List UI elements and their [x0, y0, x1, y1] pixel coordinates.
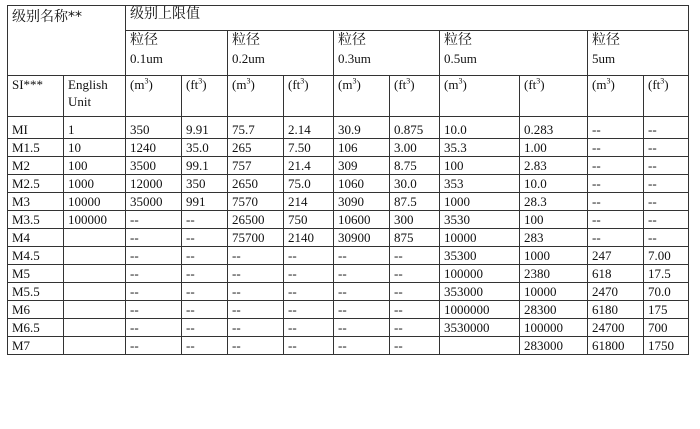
table-row	[8, 265, 689, 283]
limit-value-cell: --	[126, 247, 182, 265]
limit-value-cell: --	[228, 265, 284, 283]
limit-value-cell: --	[390, 283, 440, 301]
unit-symbol: ft	[528, 77, 537, 92]
particle-size-label: 粒径	[338, 32, 366, 48]
limit-value-cell: 3530	[440, 211, 520, 229]
limit-value-cell: 35.0	[182, 139, 228, 157]
limit-value-cell: 350	[126, 117, 182, 139]
limit-value-cell: 214	[284, 193, 334, 211]
limit-value-cell: 309	[334, 157, 390, 175]
si-unit-header: $(m^3)$	[588, 76, 644, 117]
limit-value-cell: 353000	[440, 283, 520, 301]
si-unit-header: $(m^3)$	[228, 76, 284, 117]
class-english-cell: 1000	[64, 175, 126, 193]
limit-value-cell: 28.3	[520, 193, 588, 211]
limit-value-cell: 61800	[588, 337, 644, 355]
limit-value-cell: 1750	[644, 337, 689, 355]
limit-value-cell: --	[228, 247, 284, 265]
limit-value-cell: --	[182, 229, 228, 247]
limit-value-cell: 3090	[334, 193, 390, 211]
limit-value-cell: --	[334, 283, 390, 301]
english-unit-column-header: $(ft^3)$	[644, 76, 689, 117]
limit-value-cell: 7.00	[644, 247, 689, 265]
limit-value-cell: 8.75	[390, 157, 440, 175]
class-si-cell: M4	[8, 229, 64, 247]
table-row	[8, 193, 689, 211]
limit-value-cell: 26500	[228, 211, 284, 229]
limit-value-cell: 75.0	[284, 175, 334, 193]
limit-value-cell: 700	[644, 319, 689, 337]
class-english-cell	[64, 319, 126, 337]
limit-value-cell: --	[182, 265, 228, 283]
limit-value-cell: 1000	[520, 247, 588, 265]
class-si-cell: M6.5	[8, 319, 64, 337]
limit-value-cell: --	[284, 301, 334, 319]
unit-symbol: ft	[398, 77, 407, 92]
limit-value-cell: --	[126, 211, 182, 229]
table-row	[8, 283, 689, 301]
particle-size-label: 粒径	[130, 32, 158, 48]
limit-value-cell: 10600	[334, 211, 390, 229]
limit-value-cell: --	[644, 139, 689, 157]
limit-value-cell: --	[284, 283, 334, 301]
class-si-cell: M6	[8, 301, 64, 319]
class-si-cell: M7	[8, 337, 64, 355]
limit-value-cell: 7.50	[284, 139, 334, 157]
limit-value-cell: --	[588, 157, 644, 175]
limit-value-cell: --	[644, 229, 689, 247]
class-english-cell: 10	[64, 139, 126, 157]
limit-value-cell: --	[588, 211, 644, 229]
limit-value-cell: 2650	[228, 175, 284, 193]
limit-value-cell: 24700	[588, 319, 644, 337]
limit-value-cell: 0.875	[390, 117, 440, 139]
limit-value-cell: --	[390, 337, 440, 355]
limit-value-cell: --	[182, 301, 228, 319]
unit-symbol: ft	[292, 77, 301, 92]
limit-value-cell: 75700	[228, 229, 284, 247]
particle-size-label: 粒径	[232, 32, 260, 48]
limit-value-cell: 35000	[126, 193, 182, 211]
table-row	[8, 229, 689, 247]
class-si-cell: M3.5	[8, 211, 64, 229]
limit-value-cell: 10.0	[520, 175, 588, 193]
english-unit-column-header: $(ft^3)$	[520, 76, 588, 117]
limit-value-cell: 28300	[520, 301, 588, 319]
limit-value-cell: 30.9	[334, 117, 390, 139]
limit-value-cell: 100	[520, 211, 588, 229]
class-english-cell: 100000	[64, 211, 126, 229]
limit-value-cell: 750	[284, 211, 334, 229]
si-unit-header: $(m^3)$	[440, 76, 520, 117]
unit-symbol: m	[448, 77, 459, 92]
limit-value-cell: --	[588, 175, 644, 193]
limit-value-cell: --	[182, 337, 228, 355]
table-row	[8, 211, 689, 229]
limit-value-cell: 70.0	[644, 283, 689, 301]
english-unit-column-header: $(ft^3)$	[182, 76, 228, 117]
limit-value-cell: --	[390, 265, 440, 283]
limit-value-cell: 7570	[228, 193, 284, 211]
limit-value-cell: --	[228, 319, 284, 337]
limit-value-cell: --	[284, 265, 334, 283]
class-si-cell: M2.5	[8, 175, 64, 193]
class-english-cell: 10000	[64, 193, 126, 211]
limit-value-cell: --	[390, 247, 440, 265]
limit-value-cell: 1000	[440, 193, 520, 211]
limit-value-cell: 1240	[126, 139, 182, 157]
limit-value-cell: 10000	[520, 283, 588, 301]
limit-value-cell: --	[334, 247, 390, 265]
limit-value-cell: --	[228, 283, 284, 301]
table-row	[8, 301, 689, 319]
upper-limit-header: 级别上限值	[126, 6, 689, 31]
limit-value-cell: 2140	[284, 229, 334, 247]
limit-value-cell: 875	[390, 229, 440, 247]
particle-size-label: 粒径	[592, 32, 620, 48]
limit-value-cell: 30.0	[390, 175, 440, 193]
limit-value-cell: 283000	[520, 337, 588, 355]
limit-value-cell: 106	[334, 139, 390, 157]
limit-value-cell: --	[334, 319, 390, 337]
limit-value-cell: --	[644, 175, 689, 193]
limit-value-cell: --	[644, 157, 689, 175]
limit-value-cell: --	[588, 117, 644, 139]
limit-value-cell: --	[182, 319, 228, 337]
limit-value-cell: --	[334, 301, 390, 319]
class-si-cell: M1.5	[8, 139, 64, 157]
table-row	[8, 175, 689, 193]
limit-value-cell: 35300	[440, 247, 520, 265]
class-si-cell: MI	[8, 117, 64, 139]
limit-value-cell: 757	[228, 157, 284, 175]
particle-size-value: 0.5um	[444, 51, 477, 66]
limit-value-cell: 247	[588, 247, 644, 265]
limit-value-cell: 12000	[126, 175, 182, 193]
cut-off-footer-text	[8, 418, 668, 429]
english-unit-column-header: $(ft^3)$	[390, 76, 440, 117]
limit-value-cell: --	[588, 193, 644, 211]
limit-value-cell: --	[588, 139, 644, 157]
limit-value-cell: --	[126, 283, 182, 301]
limit-value-cell: --	[588, 229, 644, 247]
limit-value-cell: --	[126, 229, 182, 247]
limit-value-cell: --	[334, 265, 390, 283]
class-english-cell	[64, 247, 126, 265]
limit-value-cell: --	[284, 319, 334, 337]
limit-value-cell: 2.83	[520, 157, 588, 175]
limit-value-cell: 35.3	[440, 139, 520, 157]
limit-value-cell: 350	[182, 175, 228, 193]
limit-value-cell: 100000	[440, 265, 520, 283]
limit-value-cell: --	[644, 193, 689, 211]
unit-symbol: m	[134, 77, 145, 92]
unit-symbol: ft	[190, 77, 199, 92]
limit-value-cell: --	[284, 337, 334, 355]
limit-value-cell: 100	[440, 157, 520, 175]
limit-value-cell: --	[228, 337, 284, 355]
class-si-cell: M5.5	[8, 283, 64, 301]
unit-symbol: m	[342, 77, 353, 92]
particle-size-value: 0.1um	[130, 51, 163, 66]
limit-value-cell: 21.4	[284, 157, 334, 175]
class-english-cell	[64, 301, 126, 319]
class-english-cell: 100	[64, 157, 126, 175]
limit-value-cell: 30900	[334, 229, 390, 247]
particle-size-header	[334, 31, 440, 76]
limit-value-cell: 99.1	[182, 157, 228, 175]
particle-size-header	[228, 31, 334, 76]
limit-value-cell: --	[644, 117, 689, 139]
particle-size-value: 0.3um	[338, 51, 371, 66]
limit-value-cell: --	[126, 319, 182, 337]
limit-value-cell: 300	[390, 211, 440, 229]
limit-value-cell: 1.00	[520, 139, 588, 157]
limit-value-cell: 3530000	[440, 319, 520, 337]
particle-size-header	[440, 31, 588, 76]
class-si-cell: M2	[8, 157, 64, 175]
class-english-cell: 1	[64, 117, 126, 139]
limit-value-cell: 991	[182, 193, 228, 211]
limit-value-cell: 1000000	[440, 301, 520, 319]
table-row	[8, 337, 689, 355]
english-unit-column-header: $(ft^3)$	[284, 76, 334, 117]
limit-value-cell: 75.7	[228, 117, 284, 139]
unit-symbol: m	[236, 77, 247, 92]
unit-symbol: m	[596, 77, 607, 92]
limit-value-cell: --	[182, 283, 228, 301]
limit-value-cell: 3.00	[390, 139, 440, 157]
limit-value-cell: 175	[644, 301, 689, 319]
si-header: SI***	[8, 76, 64, 117]
table-row	[8, 319, 689, 337]
class-si-cell: M5	[8, 265, 64, 283]
limit-value-cell: 10000	[440, 229, 520, 247]
limit-value-cell: 2.14	[284, 117, 334, 139]
limit-value-cell: --	[126, 301, 182, 319]
class-english-cell	[64, 229, 126, 247]
class-english-cell	[64, 265, 126, 283]
limit-value-cell: 87.5	[390, 193, 440, 211]
limit-value-cell: 6180	[588, 301, 644, 319]
table-row	[8, 117, 689, 139]
limit-value-cell: --	[182, 247, 228, 265]
class-si-cell: M3	[8, 193, 64, 211]
limit-value-cell: 353	[440, 175, 520, 193]
class-si-cell: M4.5	[8, 247, 64, 265]
limit-value-cell: --	[644, 211, 689, 229]
limit-value-cell: --	[390, 319, 440, 337]
limit-value-cell: --	[126, 265, 182, 283]
table-row	[8, 157, 689, 175]
limit-value-cell: 9.91	[182, 117, 228, 139]
limit-value-cell: 1060	[334, 175, 390, 193]
unit-symbol: ft	[652, 77, 661, 92]
limit-value-cell: --	[334, 337, 390, 355]
particle-size-value: 5um	[592, 51, 616, 66]
class-english-cell	[64, 283, 126, 301]
limit-value-cell: 10.0	[440, 117, 520, 139]
limit-value-cell: --	[182, 211, 228, 229]
limit-value-cell: --	[390, 301, 440, 319]
limit-value-cell: 618	[588, 265, 644, 283]
class-english-cell	[64, 337, 126, 355]
cleanroom-class-limits-table	[7, 5, 689, 355]
limit-value-cell: 283	[520, 229, 588, 247]
table-row	[8, 247, 689, 265]
si-unit-header: $(m^3)$	[126, 76, 182, 117]
si-unit-header: $(m^3)$	[334, 76, 390, 117]
limit-value-cell: 0.283	[520, 117, 588, 139]
particle-size-header	[588, 31, 689, 76]
limit-value-cell: 100000	[520, 319, 588, 337]
limit-value-cell: 2470	[588, 283, 644, 301]
english-unit-header: English Unit	[64, 76, 126, 117]
particle-size-header	[126, 31, 228, 76]
limit-value-cell: 2380	[520, 265, 588, 283]
limit-value-cell: 265	[228, 139, 284, 157]
class-name-header: 级别名称**	[8, 6, 126, 76]
limit-value-cell: 3500	[126, 157, 182, 175]
particle-size-value: 0.2um	[232, 51, 265, 66]
particle-size-label: 粒径	[444, 32, 472, 48]
table-row	[8, 139, 689, 157]
limit-value-cell: --	[228, 301, 284, 319]
limit-value-cell: 17.5	[644, 265, 689, 283]
limit-value-cell: --	[126, 337, 182, 355]
limit-value-cell: --	[284, 247, 334, 265]
limit-value-cell	[440, 337, 520, 355]
